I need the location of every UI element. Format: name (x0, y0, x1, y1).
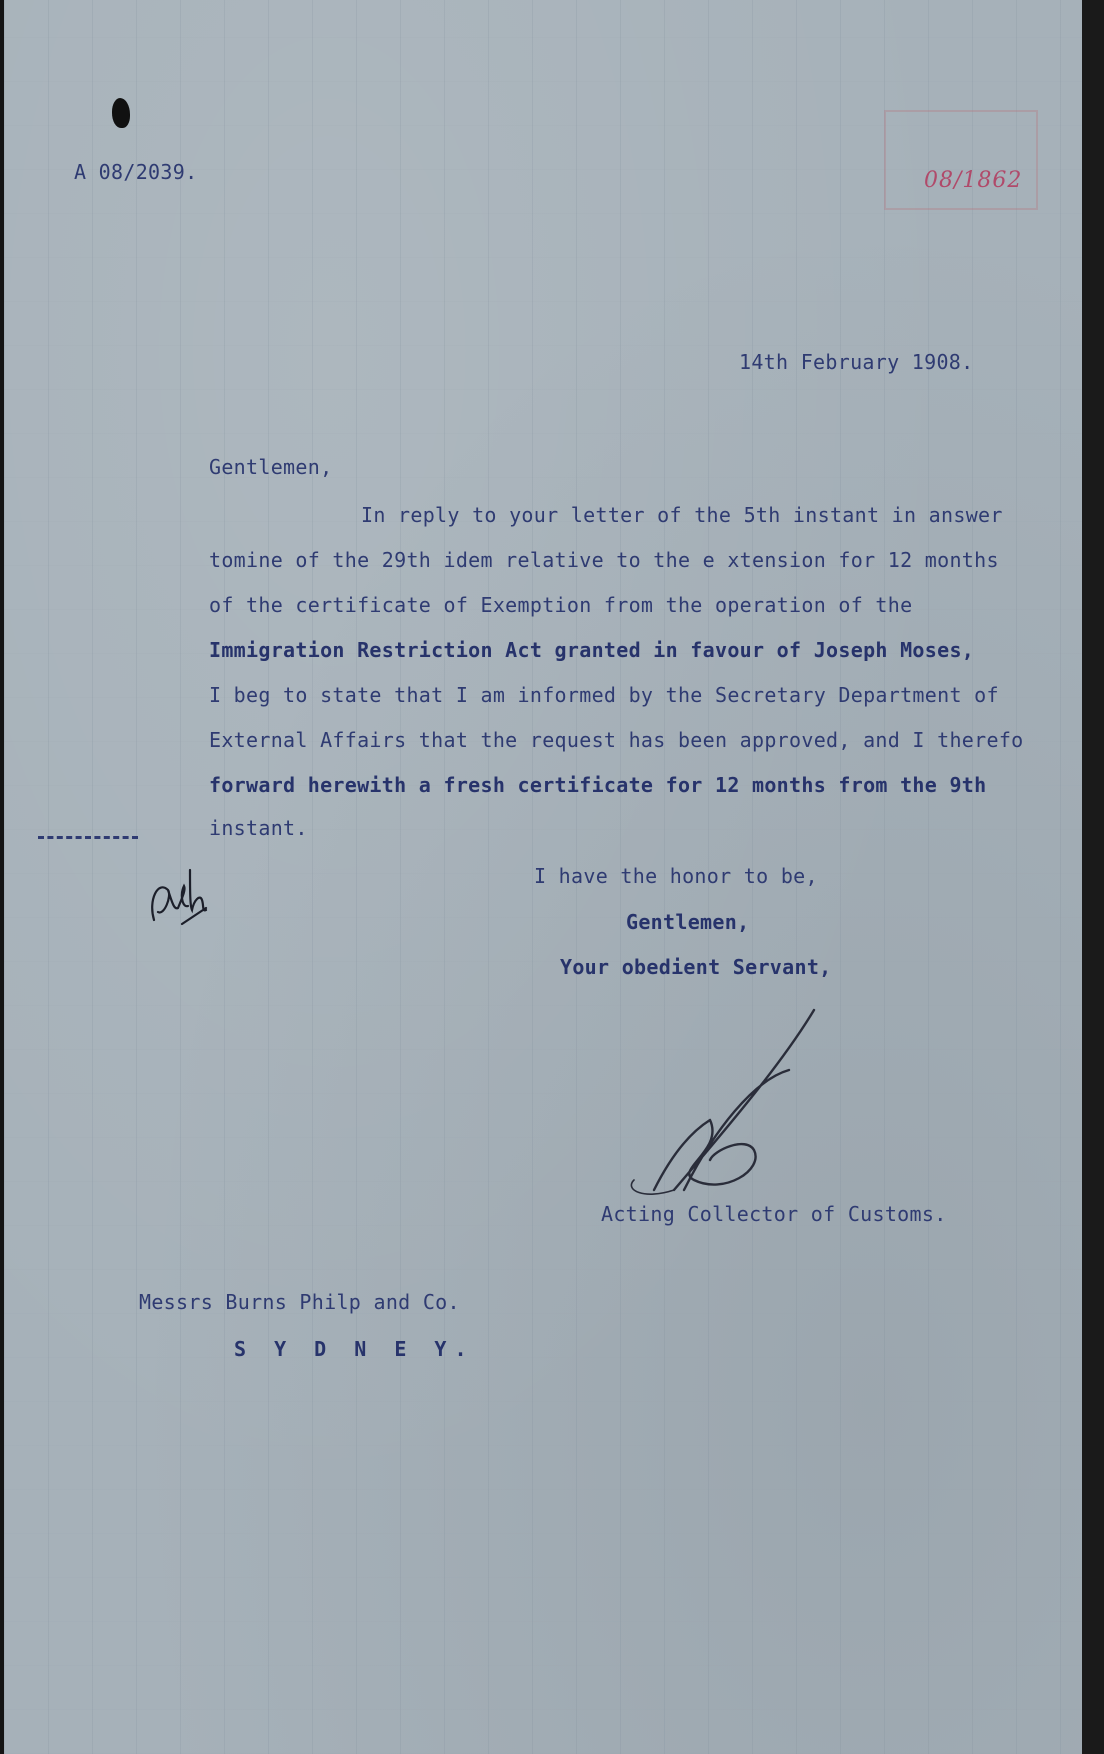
addressee-name: Messrs Burns Philp and Co. (139, 1290, 460, 1314)
body-line-7: forward herewith a fresh certificate for 12 months from the 9th (209, 773, 987, 797)
closing-line-1: I have the honor to be, (534, 864, 818, 888)
stamp-number: 08/1862 (924, 168, 1023, 193)
registry-stamp (884, 110, 1038, 210)
reference-number: A 08/2039. (74, 160, 198, 184)
body-line-1: In reply to your letter of the 5th instant in answer (361, 503, 1003, 527)
body-line-8: instant. (209, 816, 308, 840)
body-line-5: I beg to state that I am informed by the Secretary Department of (209, 683, 999, 707)
signer-title: Acting Collector of Customs. (601, 1202, 947, 1226)
margin-dash-line (38, 836, 138, 839)
closing-line-2: Gentlemen, (626, 910, 750, 934)
body-line-2: tomine of the 29th idem relative to the e xtension for 12 months (209, 548, 999, 572)
addressee-city: S Y D N E Y. (234, 1337, 475, 1361)
body-line-6: External Affairs that the request has been approved, and I therefo (209, 728, 1024, 752)
scan-border (1082, 0, 1104, 1754)
letter-date: 14th February 1908. (739, 350, 974, 374)
body-line-4: Immigration Restriction Act granted in favour of Joseph Moses, (209, 638, 975, 662)
letter-page (4, 0, 1088, 1754)
salutation: Gentlemen, (209, 455, 333, 479)
collector-signature (614, 1000, 824, 1200)
body-line-3: of the certificate of Exemption from the operation of the (209, 593, 913, 617)
margin-initials-handwriting (146, 850, 216, 930)
closing-line-3: Your obedient Servant, (560, 955, 832, 979)
punch-hole-mark (112, 98, 130, 128)
